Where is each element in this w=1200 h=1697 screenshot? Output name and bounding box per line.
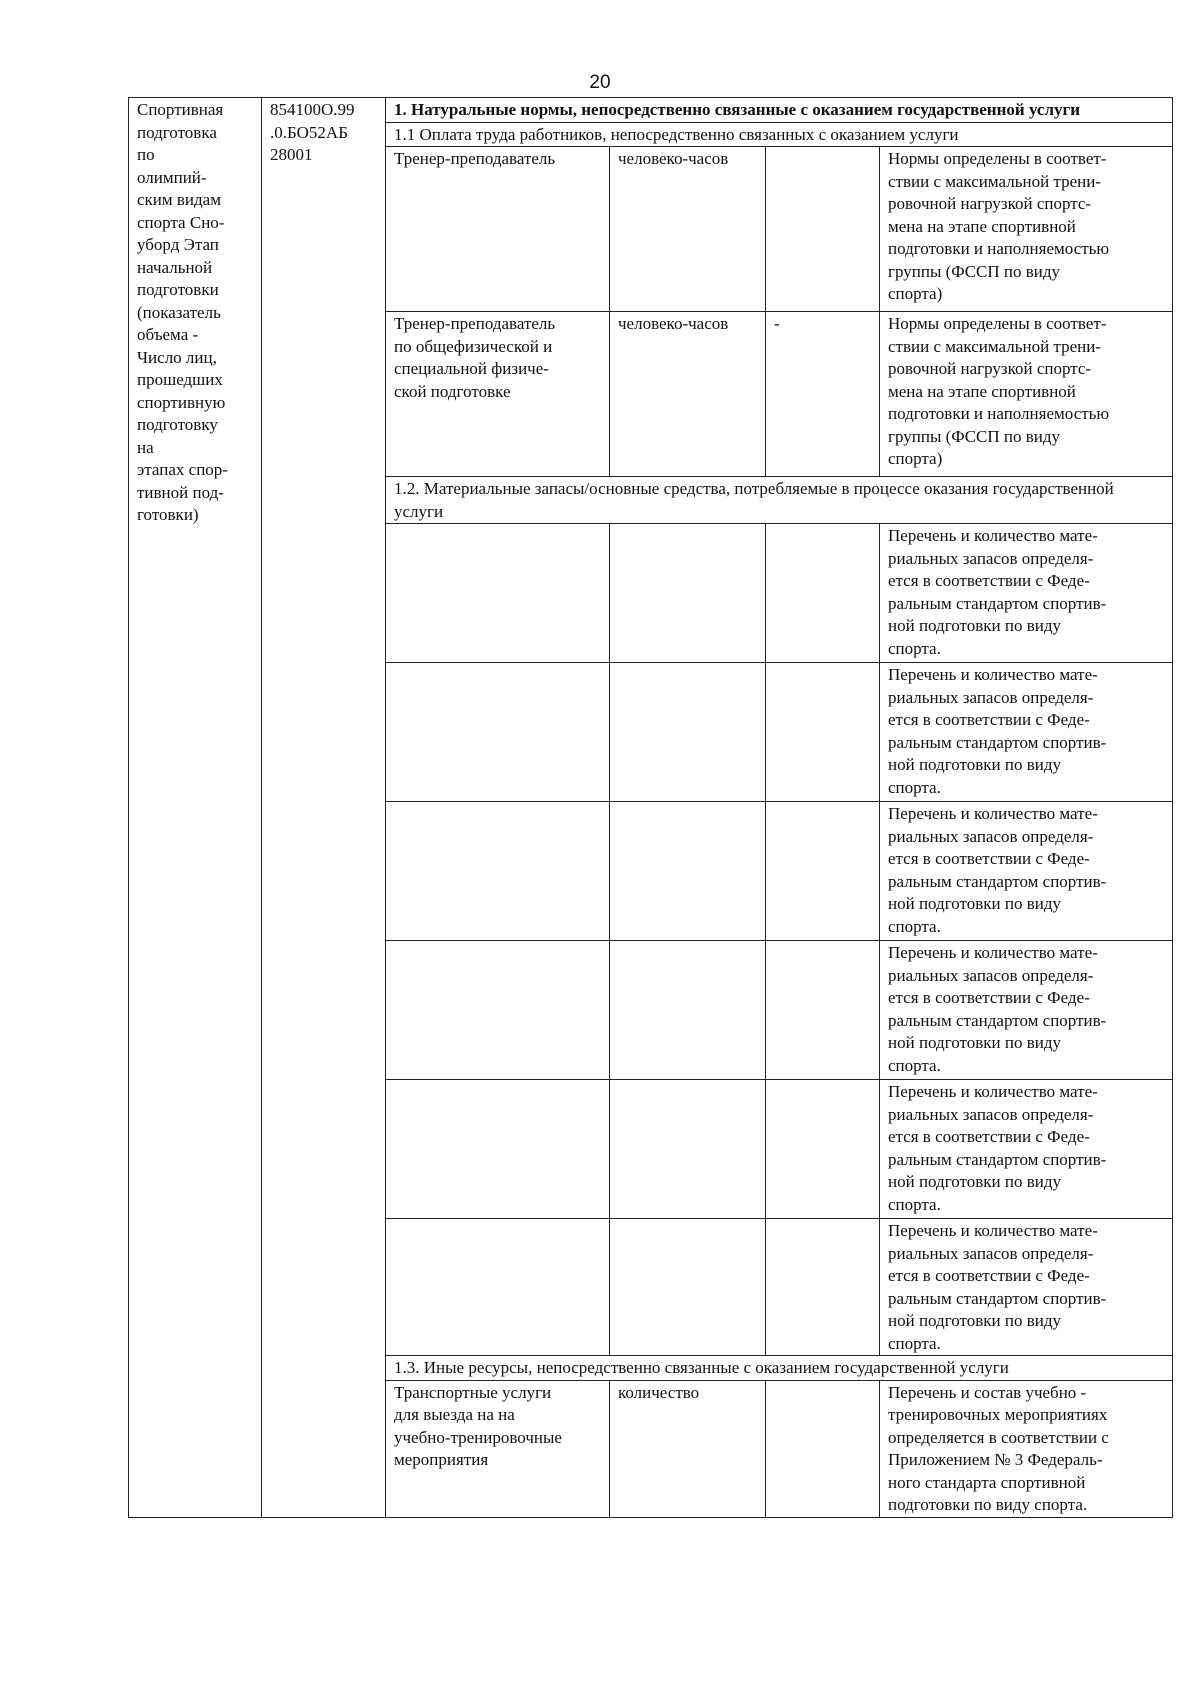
value-cell (766, 1080, 880, 1219)
note-cell: Перечень и количество мате- риальных запасов определя- ется в соответствии с Феде- ральным стандартом спортив- ной подготовки по виду спорта. (880, 663, 1173, 802)
unit-cell (610, 802, 766, 941)
value-cell (766, 663, 880, 802)
note-cell: Перечень и количество мате- риальных запасов определя- ется в соответствии с Феде- ральным стандартом спортив- ной подготовки по виду спорта. (880, 941, 1173, 1080)
note-cell: Нормы определены в соответ- ствии с максимальной трени- ровочной нагрузкой спортс- мена на этапе спортивной подготовки и наполняемостью группы (ФССП по виду спорта) (880, 147, 1173, 312)
section-1-title: 1. Натуральные нормы, непосредственно связанные с оказанием государственной услуги (386, 98, 1173, 123)
resource-name-cell: Тренер-преподаватель (386, 147, 610, 312)
value-cell (766, 147, 880, 312)
note-cell: Перечень и количество мате- риальных запасов определя- ется в соответствии с Феде- ральным стандартом спортив- ной подготовки по виду спорта. (880, 524, 1173, 663)
section-1-3-title: 1.3. Иные ресурсы, непосредственно связанные с оказанием государственной услуги (386, 1356, 1173, 1381)
note-cell: Перечень и количество мате- риальных запасов определя- ется в соответствии с Феде- ральным стандартом спортив- ной подготовки по виду спорта. (880, 1080, 1173, 1219)
value-cell (766, 941, 880, 1080)
unit-cell: человеко-часов (610, 147, 766, 312)
value-cell (766, 802, 880, 941)
resource-name-cell (386, 802, 610, 941)
unit-cell (610, 1219, 766, 1356)
unit-cell (610, 524, 766, 663)
norms-table (128, 97, 1173, 1518)
service-code-cell: 854100О.99 .0.БО52АБ 28001 (262, 98, 386, 1518)
value-cell (766, 524, 880, 663)
resource-name-cell (386, 524, 610, 663)
resource-name-cell (386, 1080, 610, 1219)
value-cell: - (766, 312, 880, 477)
unit-cell: человеко-часов (610, 312, 766, 477)
unit-cell: количество (610, 1380, 766, 1517)
section-1-1-title: 1.1 Оплата труда работников, непосредственно связанных с оказанием услуги (386, 122, 1173, 147)
service-name-cell: Спортивная подготовка по олимпий- ским видам спорта Сно- уборд Этап начальной подготовки (показатель объема - Число лиц, прошедших спортивную подготовку на этапах спор- тивной под- готовки) (129, 98, 262, 1518)
value-cell (766, 1380, 880, 1517)
unit-cell (610, 1080, 766, 1219)
resource-name-cell (386, 941, 610, 1080)
resource-name-cell: Транспортные услуги для выезда на на учебно-тренировочные мероприятия (386, 1380, 610, 1517)
resource-name-cell (386, 663, 610, 802)
note-cell: Нормы определены в соответ- ствии с максимальной трени- ровочной нагрузкой спортс- мена на этапе спортивной подготовки и наполняемостью группы (ФССП по виду спорта) (880, 312, 1173, 477)
resource-name-cell: Тренер-преподаватель по общефизической и специальной физиче- ской подготовке (386, 312, 610, 477)
note-cell: Перечень и количество мате- риальных запасов определя- ется в соответствии с Феде- ральным стандартом спортив- ной подготовки по виду спорта. (880, 802, 1173, 941)
value-cell (766, 1219, 880, 1356)
unit-cell (610, 663, 766, 802)
note-cell: Перечень и количество мате- риальных запасов определя- ется в соответствии с Феде- ральным стандартом спортив- ной подготовки по виду спорта. (880, 1219, 1173, 1356)
unit-cell (610, 941, 766, 1080)
section-1-2-title: 1.2. Материальные запасы/основные средства, потребляемые в процессе оказания государственной услуги (386, 477, 1173, 524)
resource-name-cell (386, 1219, 610, 1356)
page-number: 20 (589, 72, 611, 93)
note-cell: Перечень и состав учебно - тренировочных мероприятиях определяется в соответствии с Приложением № 3 Федераль- ного стандарта спортивной подготовки по виду спорта. (880, 1380, 1173, 1517)
table-row-section-1 (129, 98, 1173, 123)
